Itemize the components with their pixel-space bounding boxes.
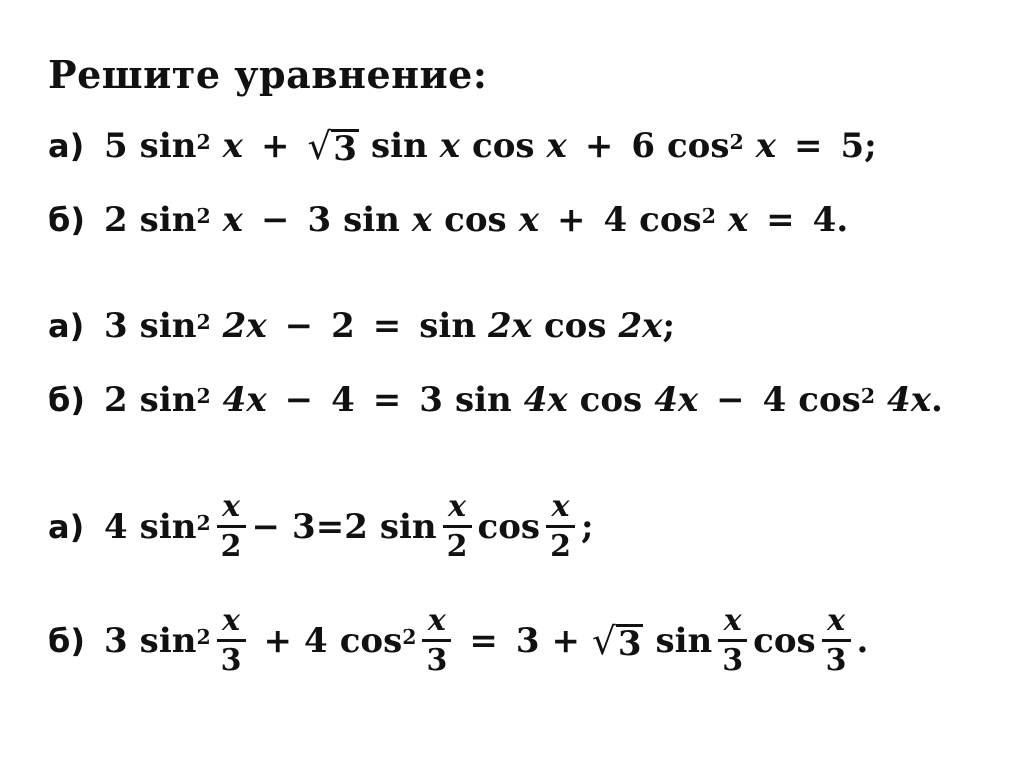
label-b: б) [48, 621, 85, 660]
fraction-x-over-3: $\frac{x}{3}$ [217, 604, 246, 677]
label-a: а) [48, 127, 85, 165]
label-a: а) [48, 507, 85, 546]
label-b: б) [48, 201, 85, 239]
fraction-x-over-3: $\frac{x}{3}$ [718, 604, 747, 677]
label-a: а) [48, 307, 85, 345]
equation-3b: б) 3 sin 2 $\frac{x}{3}$ + 4 cos 2 $\frac{x}{3}$ = 3 + √ 3 sin $\frac{x}{3}$ cos $\frac{x}{3}$ . [48, 603, 869, 678]
equation-3a: а) 4 sin 2 $\frac{x}{2}$ − 3 = 2 sin $\frac{x}{2}$ cos $\frac{x}{2}$ ; [48, 489, 594, 564]
equation-2b: б) 2 sin 2 4x − 4 = 3 sin 4x cos 4x − 4 cos 2 4x . [48, 380, 943, 420]
label-b: б) [48, 381, 85, 419]
fraction-x-over-3: $\frac{x}{3}$ [422, 604, 451, 677]
page-title: Решите уравнение: [48, 52, 488, 97]
fraction-x-over-3: $\frac{x}{3}$ [822, 604, 851, 677]
sqrt-3: √ 3 [307, 124, 357, 170]
equation-2a: а) 3 sin 2 2x − 2 = sin 2x cos 2x ; [48, 306, 676, 346]
equation-1b: б) 2 sin 2 x − 3 sin x cos x + 4 cos 2 x = 4 . [48, 200, 849, 240]
fraction-x-over-2: $\frac{x}{2}$ [546, 490, 575, 563]
sqrt-3: √ 3 [591, 618, 642, 664]
equation-1a: а) 5 sin 2 x + √ 3 sin x cos x + 6 cos 2 x = 5 ; [48, 124, 877, 170]
fraction-x-over-2: $\frac{x}{2}$ [443, 490, 472, 563]
fraction-x-over-2: $\frac{x}{2}$ [217, 490, 246, 563]
